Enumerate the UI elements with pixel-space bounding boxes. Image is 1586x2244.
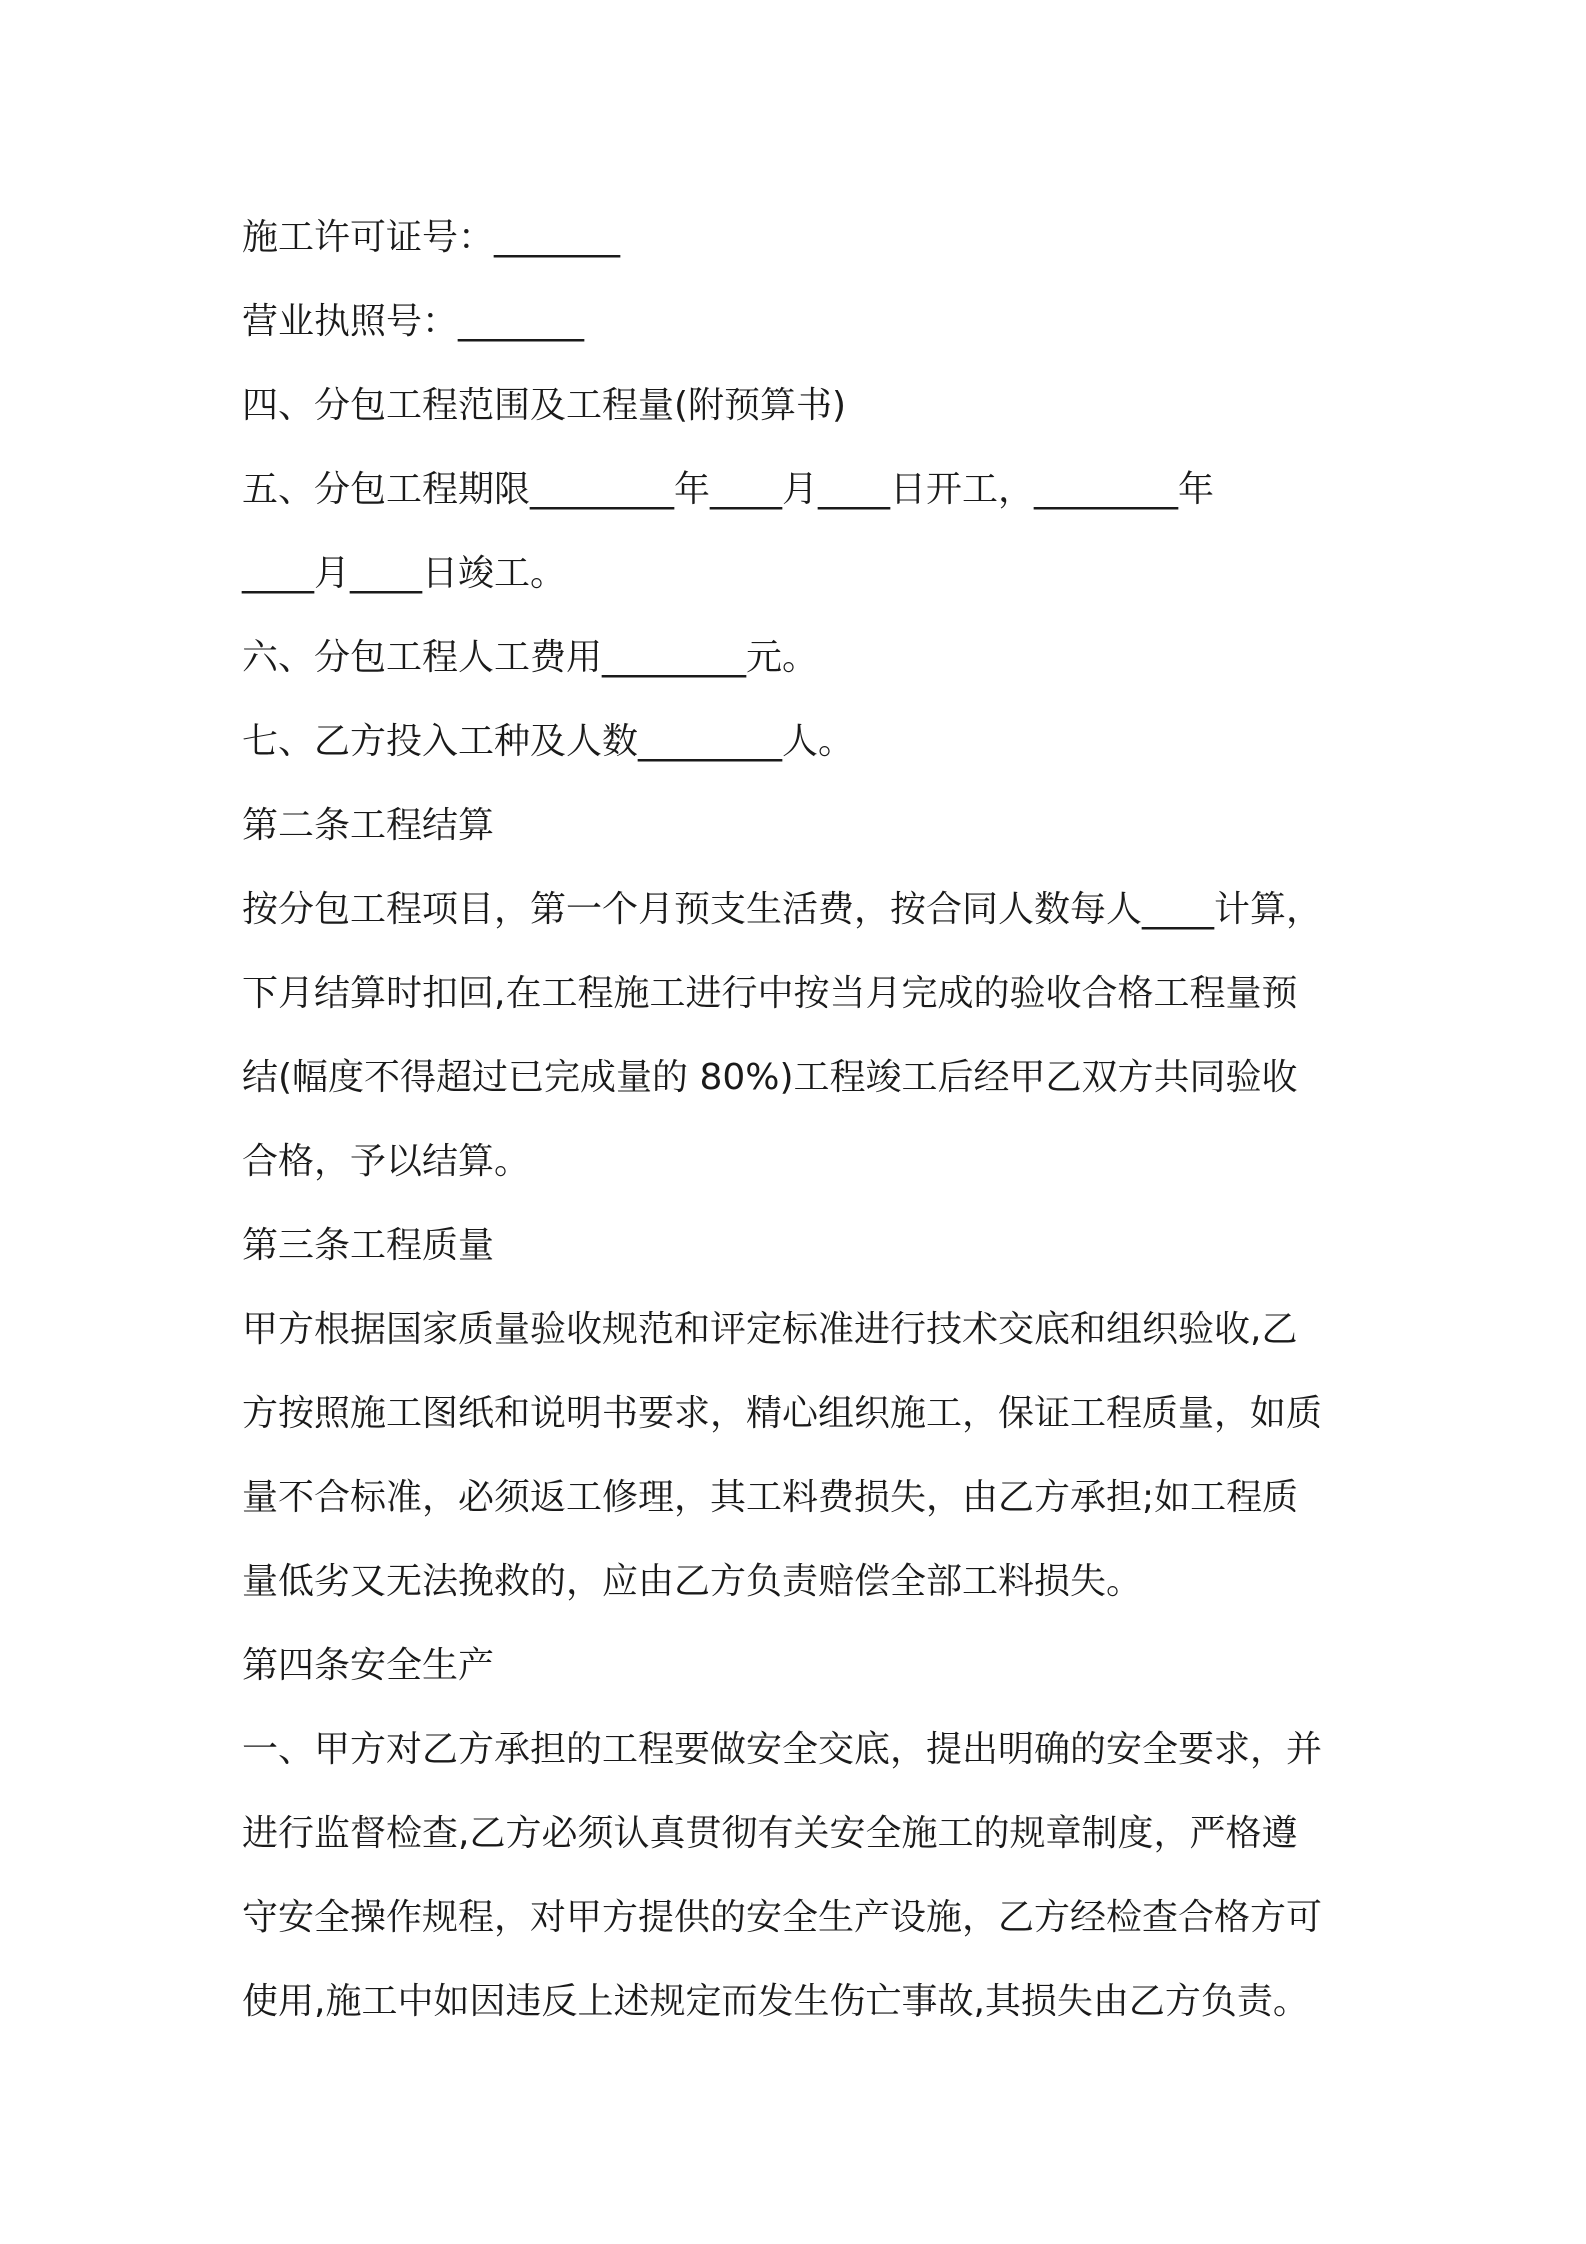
text-line-safety-4: 使用,施工中如因违反上述规定而发生伤亡事故,其损失由乙方负责。 <box>242 1981 1309 2022</box>
text-line-quality-1: 甲方根据国家质量验收规范和评定标准进行技术交底和组织验收,乙 <box>242 1309 1298 1350</box>
section-heading-quality: 第三条工程质量 <box>242 1225 495 1266</box>
text-line-quality-4: 量低劣又无法挽救的，应由乙方负责赔偿全部工料损失。 <box>242 1561 1143 1602</box>
text-line-safety-2: 进行监督检查,乙方必须认真贯彻有关安全施工的规章制度，严格遵 <box>242 1813 1298 1854</box>
text-line-workers: 七、乙方投入工种及人数________人。 <box>242 721 855 762</box>
text-line-safety-3: 守安全操作规程，对甲方提供的安全生产设施，乙方经检查合格方可 <box>242 1897 1323 1938</box>
text-line-construction-permit: 施工许可证号：_______ <box>242 217 621 258</box>
text-line-settlement-2: 下月结算时扣回,在工程施工进行中按当月完成的验收合格工程量预 <box>242 973 1298 1014</box>
section-heading-safety: 第四条安全生产 <box>242 1645 495 1686</box>
text-line-safety-1: 一、甲方对乙方承担的工程要做安全交底，提出明确的安全要求，并 <box>242 1729 1323 1770</box>
text-line-settlement-4: 合格，予以结算。 <box>242 1141 531 1182</box>
text-line-period-end: ____月____日竣工。 <box>242 553 567 594</box>
text-line-business-license: 营业执照号：_______ <box>242 301 585 342</box>
text-line-period-start: 五、分包工程期限________年____月____日开工，________年 <box>242 469 1215 510</box>
section-heading-settlement: 第二条工程结算 <box>242 805 495 846</box>
text-line-quality-3: 量不合标准，必须返工修理，其工料费损失，由乙方承担;如工程质 <box>242 1477 1299 1518</box>
text-line-quality-2: 方按照施工图纸和说明书要求，精心组织施工，保证工程质量，如质 <box>242 1393 1323 1434</box>
document-body <box>242 196 1362 2044</box>
text-line-labor-cost: 六、分包工程人工费用________元。 <box>242 637 819 678</box>
text-line-scope: 四、分包工程范围及工程量(附预算书) <box>242 385 847 426</box>
text-line-settlement-1: 按分包工程项目，第一个月预支生活费，按合同人数每人____计算， <box>242 889 1323 930</box>
text-line-settlement-3: 结(幅度不得超过已完成量的 80%)工程竣工后经甲乙双方共同验收 <box>242 1057 1298 1098</box>
